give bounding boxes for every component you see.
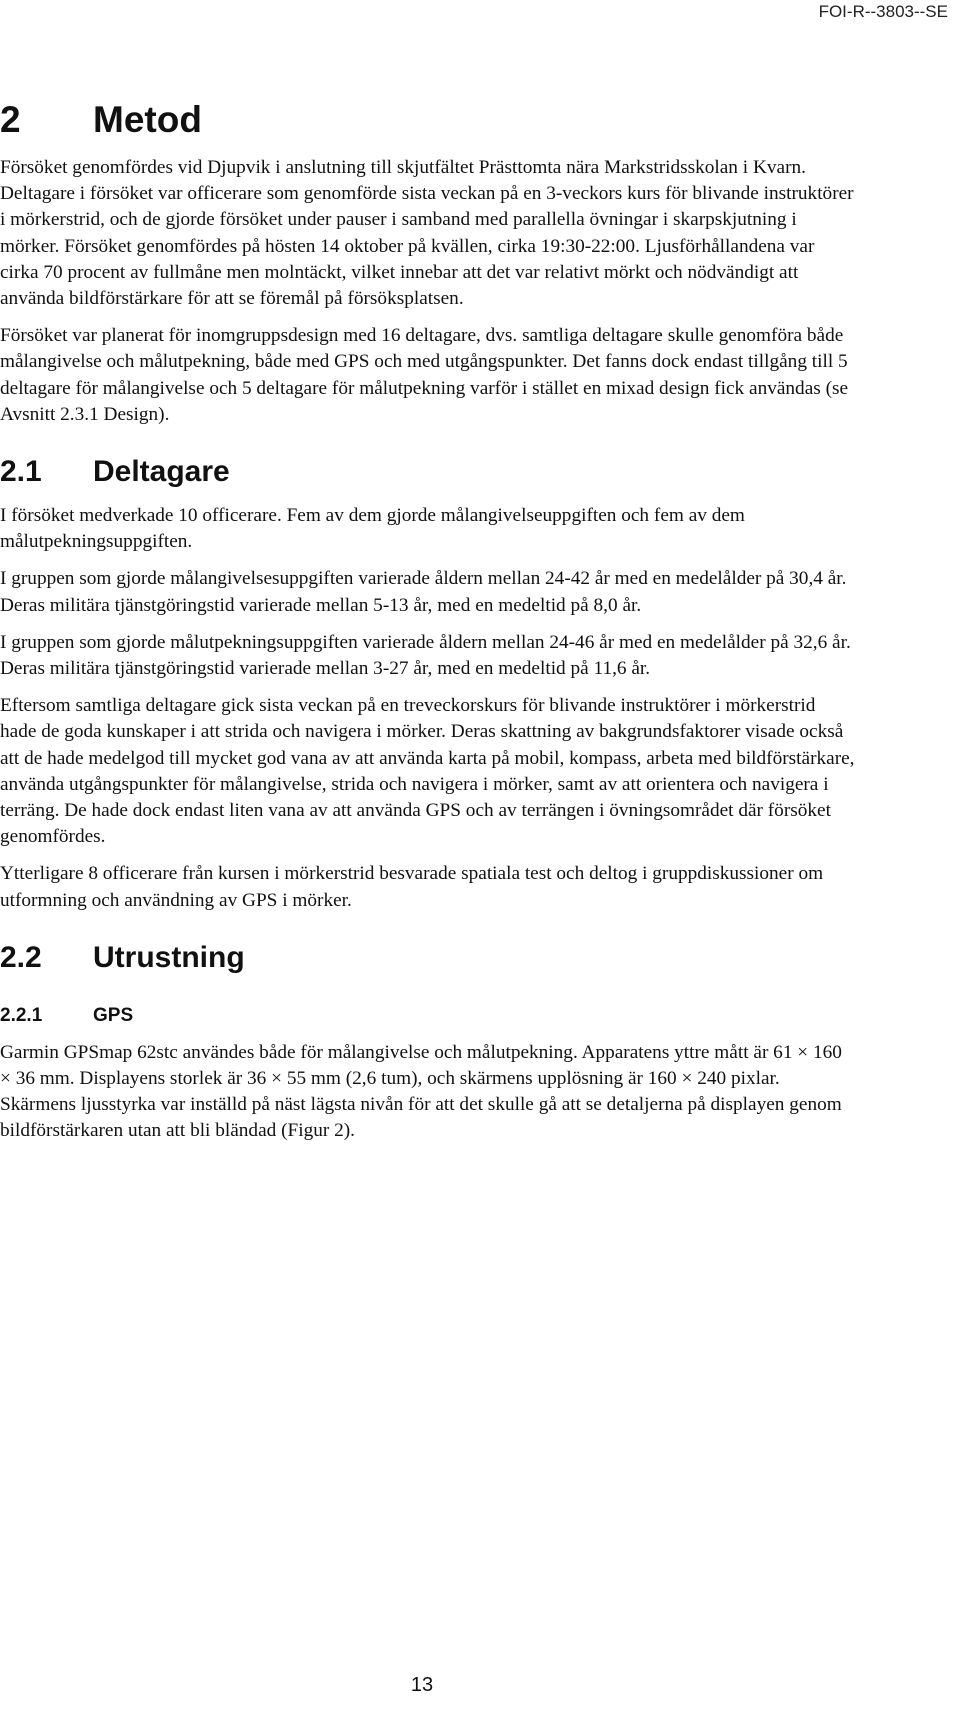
page-number-text: 13 [410, 1674, 434, 1696]
paragraph: I gruppen som gjorde målutpekningsuppgiften varierade åldern mellan 24-46 år med en medelålder på 32,6 år. Deras militära tjänstgöringstid varierade mellan 3-27 år, med en medeltid på 11,6 år. [0, 631, 851, 680]
paragraph: Eftersom samtliga deltagare gick sista veckan på en treveckorskurs för blivande instruktörer i mörkerstrid hade de goda kunskaper i att strida och navigera i mörker. Deras skattning av bakgrundsfaktorer visade också att de hade medelgod till mycket god vana av att använda karta på mobil, kompass, arbeta med bildförstärkare, använda utgångspunkter för målangivelse, strida och navigera i mörker, samt av att orientera och navigera i terräng. De hade dock endast liten vana av att använda GPS och av terrängen i övningsområdet där försöket genomfördes. [0, 695, 855, 848]
paragraph: I gruppen som gjorde målangivelsesuppgiften varierade åldern mellan 24-42 år med en medelålder på 30,4 år. Deras militära tjänstgöringstid varierade mellan 5-13 år, med en medeltid på 8,0 år. [0, 568, 847, 616]
section-heading-utrustning [0, 938, 855, 978]
section-title: Metod [93, 99, 202, 140]
section-title: Deltagare [93, 455, 230, 489]
paragraph: Försöket genomfördes vid Djupvik i anslutning till skjutfältet Prästtomta nära Markstridsskolan i Kvarn. Deltagare i försöket var officerare som genomförde sista veckan på en 3-veckors kurs för blivande instruktörer i mörkerstrid, och de gjorde försöket under pauser i samband med parallella övningar i skarpskjutning i mörker. Försöket genomfördes på hösten 14 oktober på kvällen, cirka 19:30-22:00. Ljusförhållandena var cirka 70 procent av fullmåne men molntäckt, vilket innebar att det var relativt mörkt och nödvändigt att använda bildförstärkare för att se föremål på försöksplatsen. [0, 157, 854, 310]
paragraph: Garmin GPSmap 62stc användes både för målangivelse och målutpekning. Apparatens yttre mått är 61 × 160 × 36 mm. Displayens storlek är 36 × 55 mm (2,6 tum), och skärmens upplösning är 160 × 240 pixlar. Skärmens ljusstyrka var inställd på näst lägsta nivån för att det skulle gå att se detaljerna på displayen genom bildförstärkaren utan att bli bländad (Figur 2). [0, 1041, 842, 1142]
section-number: 2.1 [0, 455, 42, 489]
section-number: 2 [0, 99, 21, 140]
subsection-title: GPS [93, 1004, 134, 1026]
subsection-number: 2.2.1 [0, 1004, 43, 1026]
section-heading-deltagare [0, 452, 855, 492]
page-number [0, 1674, 960, 1697]
paragraph: Ytterligare 8 officerare från kursen i mörkerstrid besvarade spatiala test och deltog i gruppdiskussioner om utformning och användning av GPS i mörker. [0, 863, 824, 911]
section-number: 2.2 [0, 940, 42, 974]
subsection-heading-gps [0, 1002, 855, 1030]
section-title: Utrustning [93, 940, 245, 974]
section-heading-metod [0, 100, 855, 140]
paragraph: I försöket medverkade 10 officerare. Fem av dem gjorde målangivelseuppgiften och fem av dem målutpekningsuppgiften. [0, 505, 745, 553]
report-id: FOI-R--3803--SE [818, 2, 948, 21]
document-body [0, 100, 855, 1156]
paragraph: Försöket var planerat för inomgruppsdesign med 16 deltagare, dvs. samtliga deltagare skulle genomföra både målangivelse och målutpekning, både med GPS och med utgångspunkter. Det fanns dock endast tillgång till 5 deltagare för målangivelse och 5 deltagare för målutpekning varför i stället en mixad design fick användas (se Avsnitt 2.3.1 Design). [0, 325, 849, 425]
